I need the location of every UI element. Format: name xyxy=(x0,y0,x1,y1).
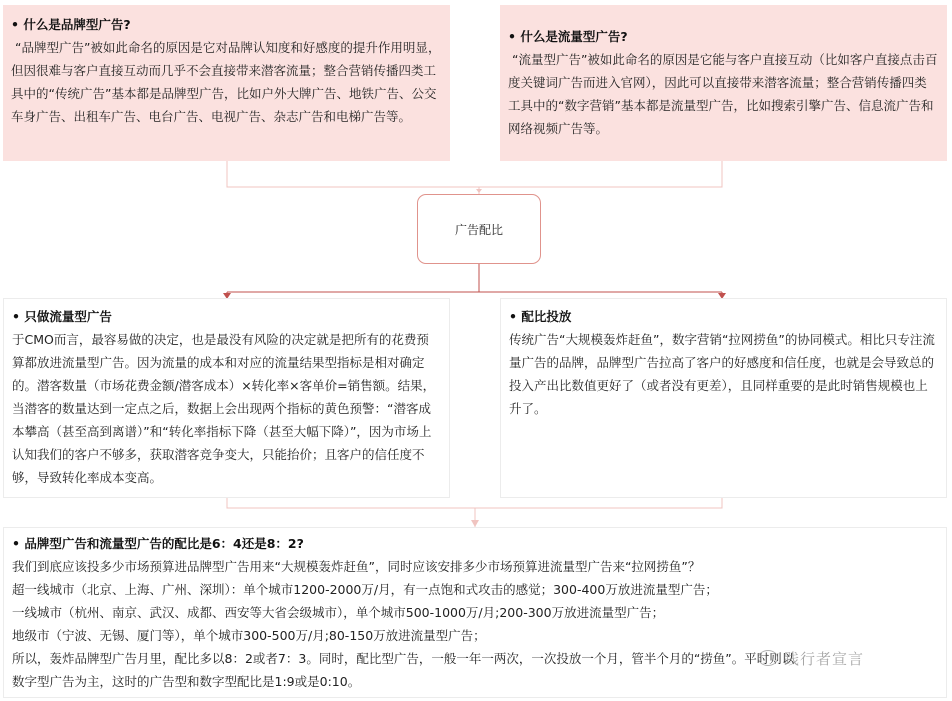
ratio-line: 一线城市（杭州、南京、武汉、成都、西安等大省会级城市），单个城市500-1000万/月;200-300万放进流量型广告； xyxy=(12,605,665,620)
wechat-icon xyxy=(758,650,778,666)
ratio-line: 超一线城市（北京、上海、广州、深圳）：单个城市1200-2000万/月，有一点饱和式攻击的感觉；300-400万放进流量型广告； xyxy=(12,582,718,597)
traffic-only-title: • 只做流量型广告 xyxy=(12,309,112,324)
brand-ad-definition-box xyxy=(3,5,450,161)
ad-ratio-node: 广告配比 xyxy=(417,194,541,264)
bottom-connector xyxy=(227,498,722,508)
ratio-line: 数字型广告为主，这时的广告型和数字型配比是1:9或是0:10。 xyxy=(12,674,361,689)
top-arrow xyxy=(476,189,482,193)
top-connector xyxy=(227,161,722,187)
ratio-placement-box xyxy=(500,298,947,498)
ratio-line: 我们到底应该投多少市场预算进品牌型广告用来“大规模轰炸赶鱼”，同时应该安排多少市场预算进流量型广告来“拉网捞鱼”？ xyxy=(12,559,701,574)
traffic-only-body: 于CMO而言，最容易做的决定，也是最没有风险的决定就是把所有的花费预算都放进流量型广告。因为流量的成本和对应的流量结果型指标是相对确定的。潜客数量（市场花费金额/潜客成本）×转化率×客单价=销售额。结果，当潜客的数量达到一定点之后，数据上会出现两个指标的黄色预警：“潜客成本攀高（甚至高到离谱）”和“转化率指标下降（甚至大幅下降）”，因为市场上认知我们的客户不够多，获取潜客竞争变大，只能抬价；且客户的信任度不够，导致转化率成本变高。 xyxy=(12,332,436,485)
bottom-arrow xyxy=(471,520,479,527)
watermark-text: 践行者宣言 xyxy=(784,650,865,668)
watermark xyxy=(758,648,864,669)
traffic-ad-body: “流量型广告”被如此命名的原因是它能与客户直接互动（比如客户直接点击百度关键词广告而进入官网），因此可以直接带来潜客流量；整合营销传播四类工具中的“数字营销”基本都是流量型广告，比如搜索引擎广告、信息流广告和网络视频广告等。 xyxy=(508,52,938,136)
ratio-placement-title: • 配比投放 xyxy=(509,309,572,324)
ratio-placement-body: 传统广告“大规模轰炸赶鱼”，数字营销“拉网捞鱼”的协同模式。相比只专注流量广告的品牌，品牌型广告拉高了客户的好感度和信任度，也就是会导致总的投入产出比数值更好了（或者没有更差），且同样重要的是此时销售规模也上升了。 xyxy=(509,332,935,416)
ratio-question-box xyxy=(3,527,947,698)
ratio-line: 地级市（宁波、无锡、厦门等），单个城市300-500万/月;80-150万放进流量型广告； xyxy=(12,628,486,643)
traffic-ad-definition-box xyxy=(500,5,947,161)
traffic-only-box xyxy=(3,298,450,498)
ratio-line: 所以，轰炸品牌型广告月里，配比多以8：2或者7：3。同时，配比型广告，一般一年一两次，一次投放一个月，管半个月的“捞鱼”。平时则以 xyxy=(12,651,795,666)
ratio-question-title: • 品牌型广告和流量型广告的配比是6：4还是8：2? xyxy=(12,536,304,551)
traffic-ad-title: • 什么是流量型广告? xyxy=(508,29,628,44)
brand-ad-body: “品牌型广告”被如此命名的原因是它对品牌认知度和好感度的提升作用明显，但因很难与客户直接互动而几乎不会直接带来潜客流量；整合营销传播四类工具中的“传统广告”基本都是品牌型广告，比如户外大牌广告、地铁广告、公交车身广告、出租车广告、电台广告、电视广告、杂志广告和电梯广告等。 xyxy=(11,40,441,124)
brand-ad-title: • 什么是品牌型广告? xyxy=(11,17,131,32)
